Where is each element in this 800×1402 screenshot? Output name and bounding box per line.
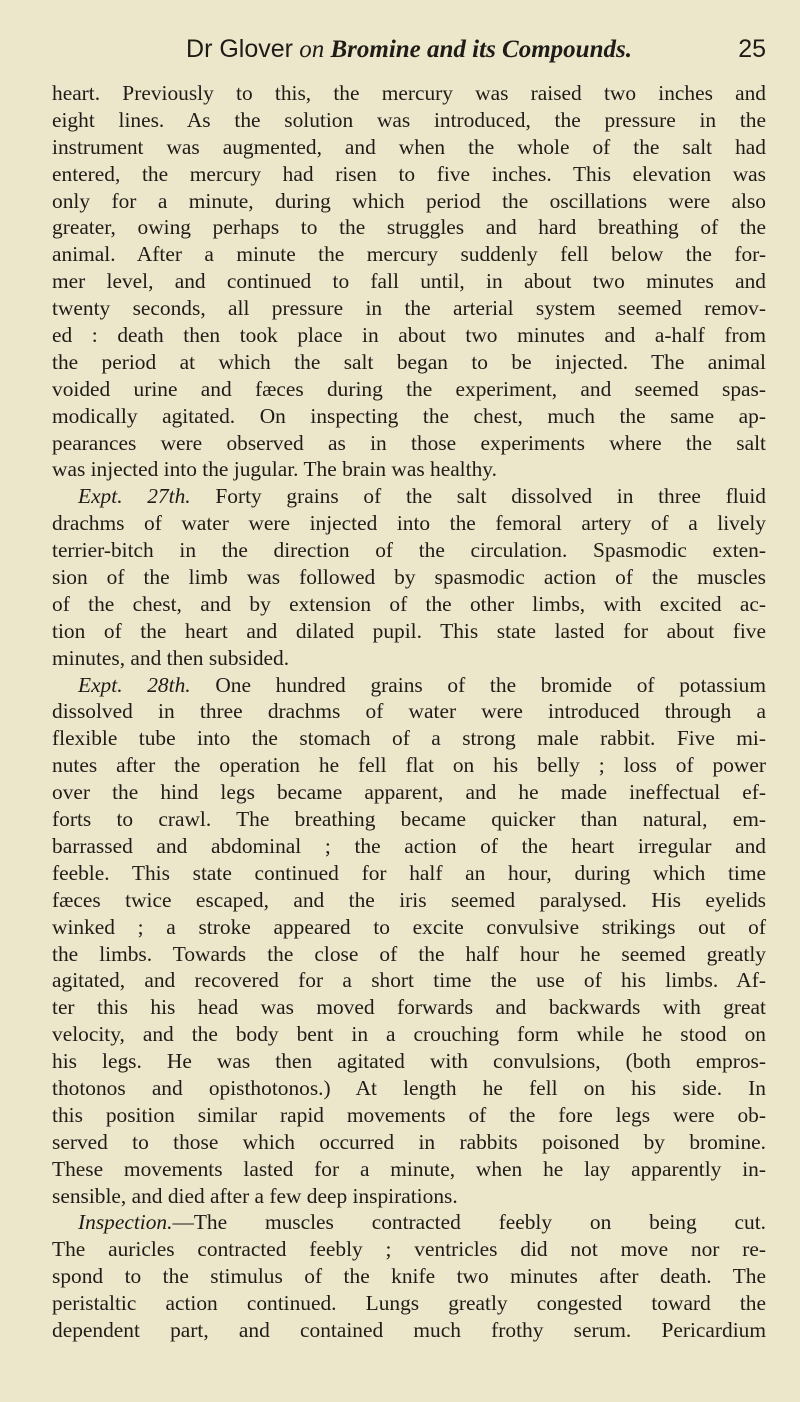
inspection-first-line [52, 1209, 766, 1236]
text-line: eight lines. As the solution was introduced, the pressure in the [52, 107, 766, 132]
body-text [52, 80, 766, 1344]
text-line: was injected into the jugular. The brain was healthy. [52, 457, 497, 482]
text-line: modically agitated. On inspecting the chest, much the same ap- [52, 403, 766, 428]
inspection-label: Inspection. [78, 1210, 173, 1235]
expt27-first-line [52, 483, 766, 510]
expt28-first-line [52, 672, 766, 699]
text-line: over the hind legs became apparent, and he made ineffectual ef- [52, 780, 766, 805]
text-line: of the chest, and by extension of the other limbs, with excited ac- [52, 591, 766, 616]
text-line: his legs. He was then agitated with convulsions, (both empros- [52, 1049, 766, 1074]
text-line: mer level, and continued to fall until, in about two minutes and [52, 269, 766, 294]
book-page [52, 32, 766, 1344]
text-line: twenty seconds, all pressure in the arterial system seemed remov- [52, 296, 766, 321]
text-line: animal. After a minute the mercury suddenly fell below the for- [52, 242, 766, 267]
text-line: agitated, and recovered for a short time the use of his limbs. Af- [52, 968, 766, 993]
text-line: One hundred grains of the bromide of potassium [215, 672, 766, 697]
text-line: peristaltic action continued. Lungs greatly congested toward the [52, 1291, 766, 1316]
text-line: terrier-bitch in the direction of the circulation. Spasmodic exten- [52, 538, 766, 563]
text-line: served to those which occurred in rabbits poisoned by bromine. [52, 1129, 766, 1154]
text-line: drachms of water were injected into the femoral artery of a lively [52, 511, 766, 536]
text-line: the period at which the salt began to be injected. The animal [52, 349, 766, 374]
text-line: minutes, and then subsided. [52, 645, 290, 670]
text-line: this position similar rapid movements of the fore legs were ob- [52, 1102, 766, 1127]
text-line: thotonos and opisthotonos.) At length he fell on his side. In [52, 1075, 766, 1100]
text-line: flexible tube into the stomach of a strong male rabbit. Five mi- [52, 726, 766, 751]
text-line: dependent part, and contained much frothy serum. Pericardium [52, 1317, 766, 1342]
text-line: Forty grains of the salt dissolved in three fluid [215, 484, 766, 509]
text-line: sion of the limb was followed by spasmodic action of the muscles [52, 565, 766, 590]
text-line: tion of the heart and dilated pupil. This state lasted for about five [52, 618, 766, 643]
text-line: spond to the stimulus of the knife two minutes after death. The [52, 1264, 766, 1289]
text-line: heart. Previously to this, the mercury was raised two inches and [52, 81, 766, 105]
text-line: sensible, and died after a few deep inspirations. [52, 1183, 458, 1208]
text-line: winked ; a stroke appeared to excite convulsive strikings out of [52, 914, 766, 939]
expt27-label: Expt. 27th. [78, 484, 191, 509]
running-head-title: Bromine and its Compounds. [330, 36, 632, 63]
text-line: instrument was augmented, and when the whole of the salt had [52, 134, 766, 159]
text-line: —The muscles contracted feebly on being cut. [172, 1210, 766, 1235]
text-line: velocity, and the body bent in a crouching form while he stood on [52, 1022, 766, 1047]
text-line: These movements lasted for a minute, when he lay apparently in- [52, 1156, 766, 1181]
text-line: forts to crawl. The breathing became quicker than natural, em- [52, 807, 766, 832]
text-line: pearances were observed as in those experiments where the salt [52, 430, 766, 455]
text-line: ed : death then took place in about two minutes and a-half from [52, 323, 766, 348]
running-head [52, 32, 766, 66]
text-line: entered, the mercury had risen to five inches. This elevation was [52, 161, 766, 186]
text-line: voided urine and fæces during the experiment, and seemed spas- [52, 376, 766, 401]
page-number: 25 [738, 35, 766, 63]
text-line: only for a minute, during which period the oscillations were also [52, 188, 766, 213]
text-line: The auricles contracted feebly ; ventricles did not move nor re- [52, 1237, 766, 1262]
text-line: fæces twice escaped, and the iris seemed paralysed. His eyelids [52, 887, 766, 912]
text-line: greater, owing perhaps to the struggles and hard breathing of the [52, 215, 766, 240]
text-line: dissolved in three drachms of water were introduced through a [52, 699, 766, 724]
running-head-on: on [299, 36, 325, 63]
text-line: ter this his head was moved forwards and backwards with great [52, 995, 766, 1020]
text-line: the limbs. Towards the close of the half hour he seemed greatly [52, 941, 766, 966]
text-line: barrassed and abdominal ; the action of the heart irregular and [52, 833, 766, 858]
text-line: feeble. This state continued for half an hour, during which time [52, 860, 766, 885]
expt28-label: Expt. 28th. [78, 672, 191, 697]
running-head-author: Dr Glover [186, 35, 293, 63]
text-line: nutes after the operation he fell flat on his belly ; loss of power [52, 753, 766, 778]
